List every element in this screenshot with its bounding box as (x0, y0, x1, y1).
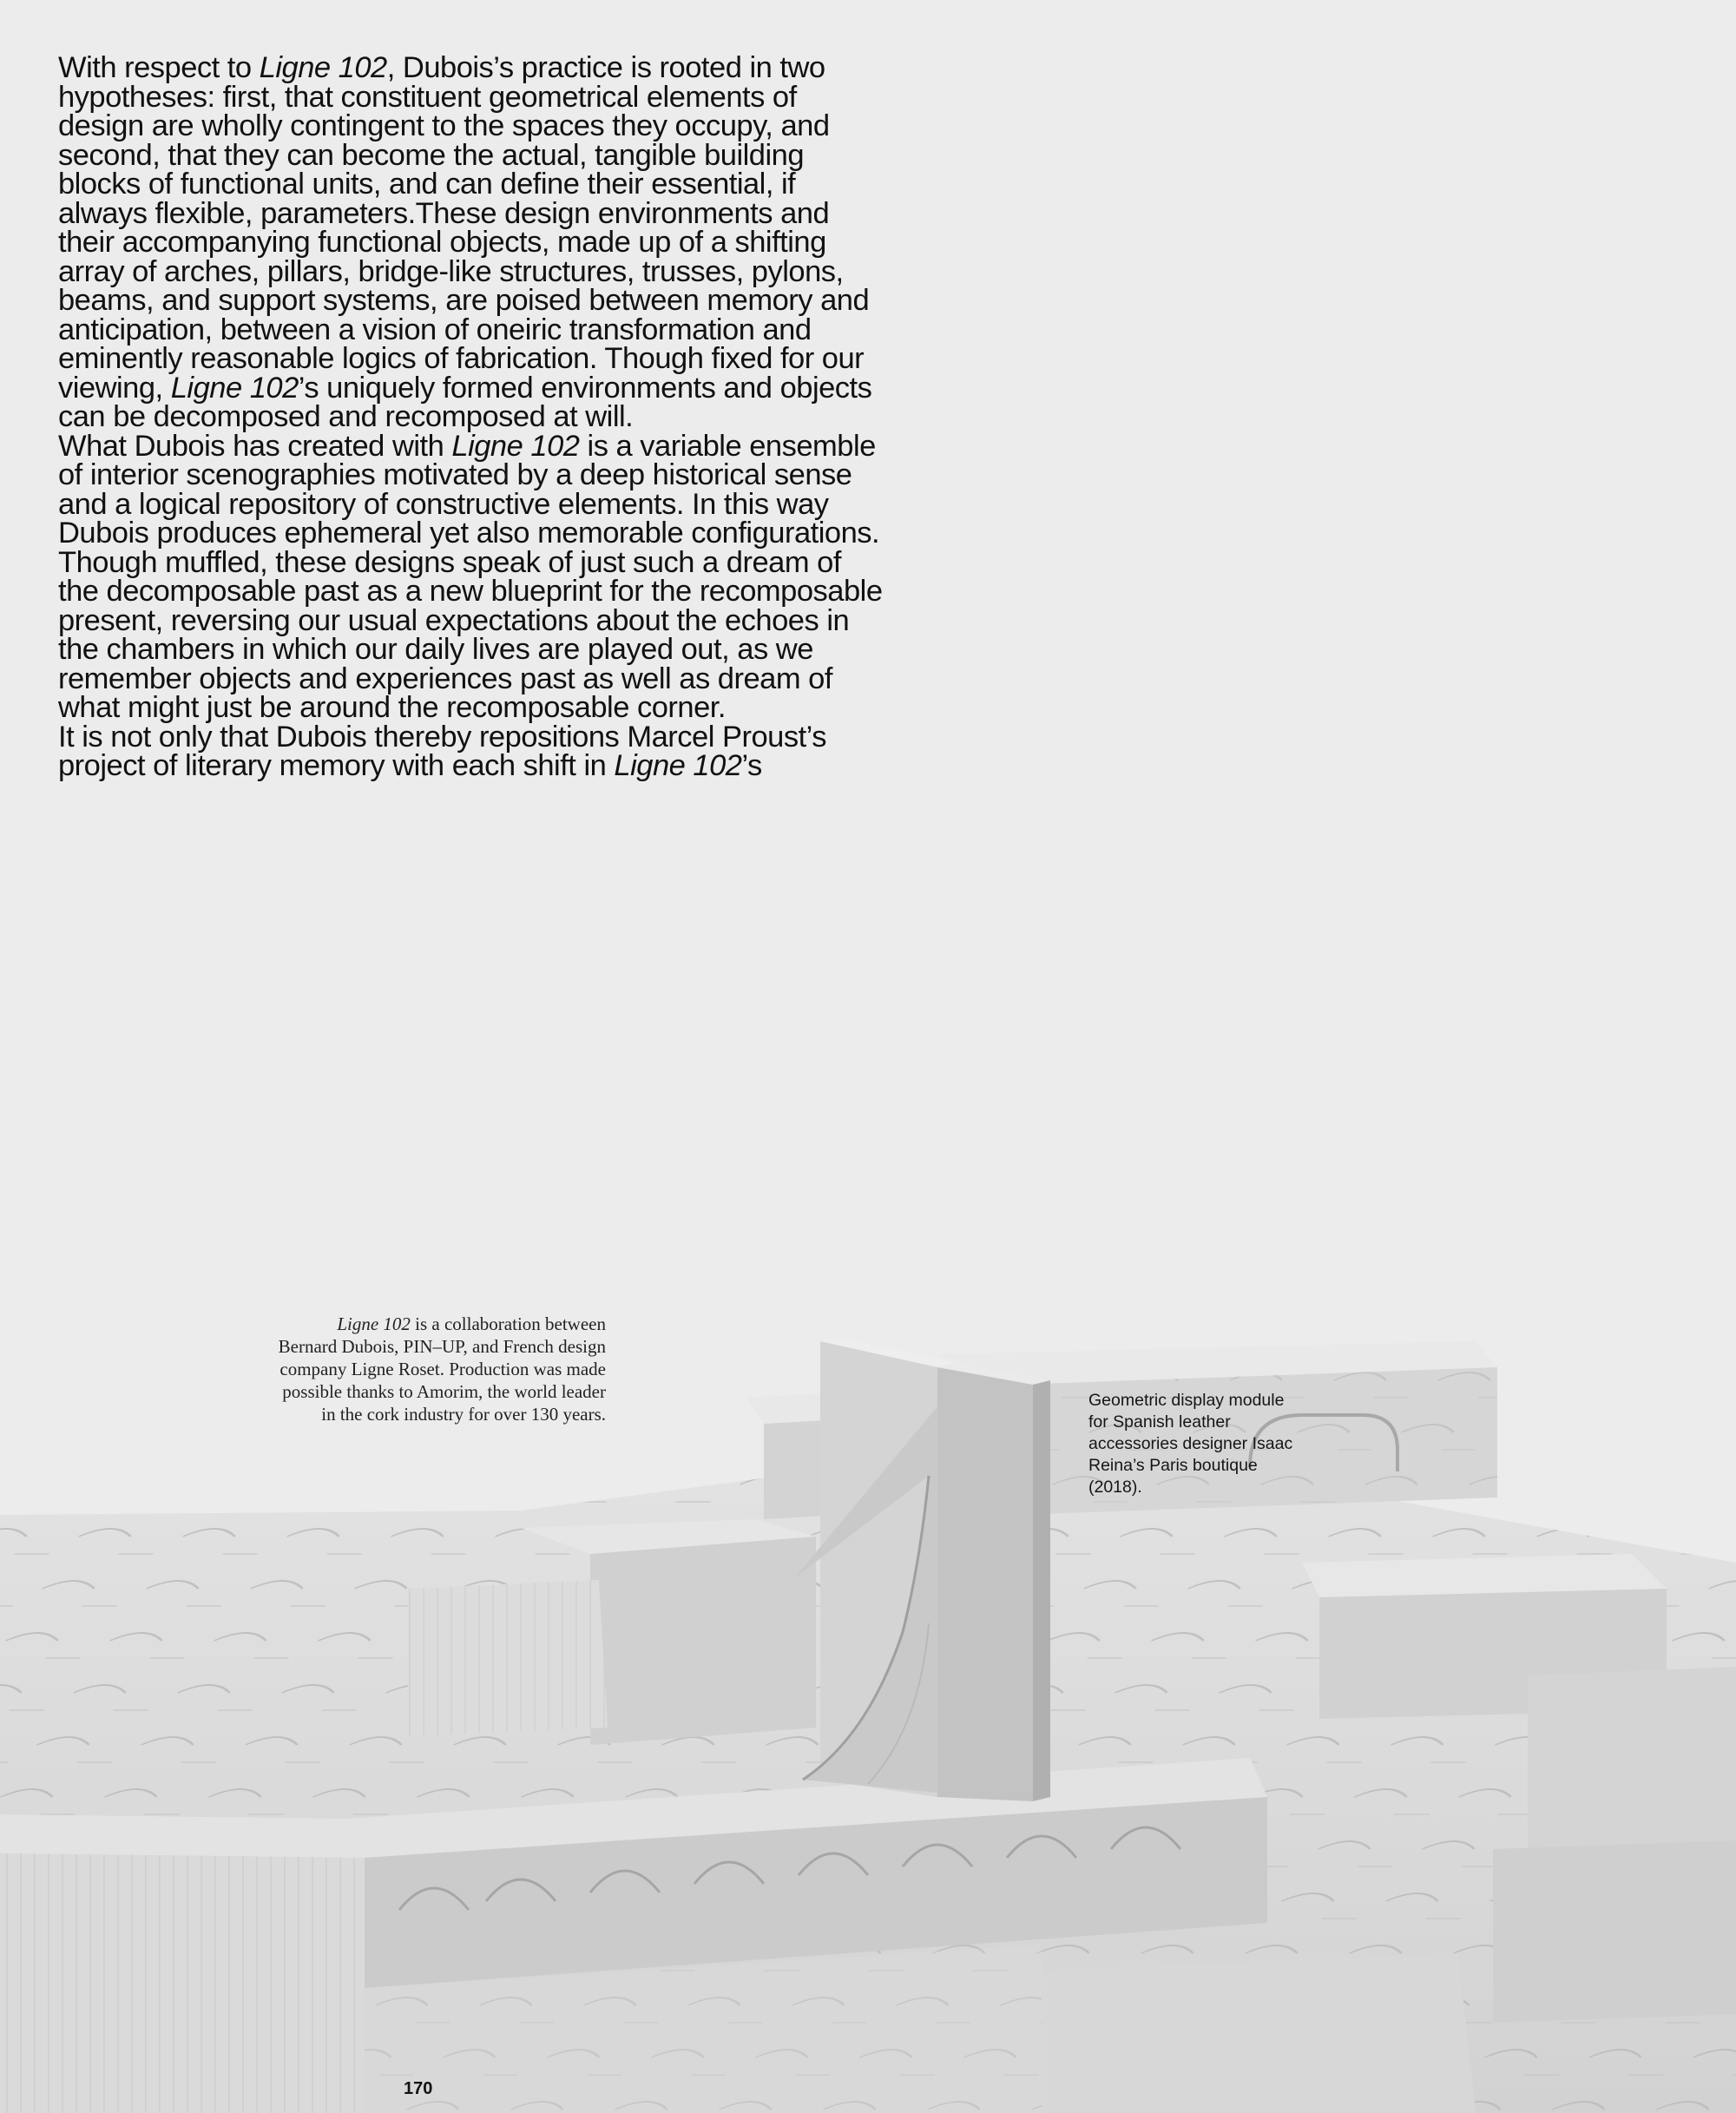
page-number: 170 (404, 2079, 433, 2098)
paragraph-1-title-2: Ligne 102 (170, 371, 299, 405)
credit-title: Ligne 102 (337, 1313, 411, 1334)
paragraph-1-title: Ligne 102 (259, 51, 387, 84)
paragraph-3-text-a: It is not only that Dubois thereby repositions Marcel Proust’s project of literary memory with each shift in (58, 720, 826, 782)
paragraph-1-text-a: With respect to (58, 51, 260, 84)
image-caption: Geometric display module for Spanish leather accessories designer Isaac Reina’s Paris boutique (2018). (1088, 1391, 1293, 1497)
project-credit (278, 1313, 606, 1425)
article-paragraph-1 (58, 51, 883, 433)
paragraph-2-title: Ligne 102 (451, 429, 580, 463)
article-paragraph-3 (58, 720, 883, 782)
credit-text: is a collaboration between Bernard Dubois, PIN–UP, and French design company Ligne Roset. Production was made possible thanks to Amorim, the world leader in the cork industry for over 130 years. (278, 1313, 606, 1425)
paragraph-2-text-b: is a variable ensemble of interior scenographies motivated by a deep historical sense and a logical repository of constructive elements. In this way Dubois produces ephemeral yet also memorable configurations. Though muffled, these designs speak of just such a dream of the decomposable past as a new blueprint for the recomposable present, reversing our usual expectations about the echoes in the chambers in which our daily lives are played out, as we remember objects and experiences past as well as dream of what might just be around the recomposable corner. (58, 429, 883, 724)
paragraph-3-title: Ligne 102 (614, 749, 742, 782)
paragraph-1-text-c: ’s uniquely formed environments and objects can be decomposed and recomposed at will. (58, 371, 872, 433)
article-body (58, 51, 883, 782)
paragraph-1-text-b: , Dubois’s practice is rooted in two hypotheses: first, that constituent geometrical elements of design are wholly contingent to the spaces they occupy, and second, that they can become the actual, tangible building blocks of functional units, and can define their essential, if always flexible, parameters.These design environments and their accompanying functional objects, made up of a shifting array of arches, pillars, bridge-like structures, trusses, pylons, beams, and support systems, are poised between memory and anticipation, between a vision of oneiric transformation and eminently reasonable logics of fabrication. Though fixed for our viewing, (58, 51, 870, 405)
paragraph-2-text-a: What Dubois has created with (58, 429, 452, 463)
paragraph-3-text-b: ’s (741, 749, 762, 782)
article-paragraph-2 (58, 429, 883, 724)
